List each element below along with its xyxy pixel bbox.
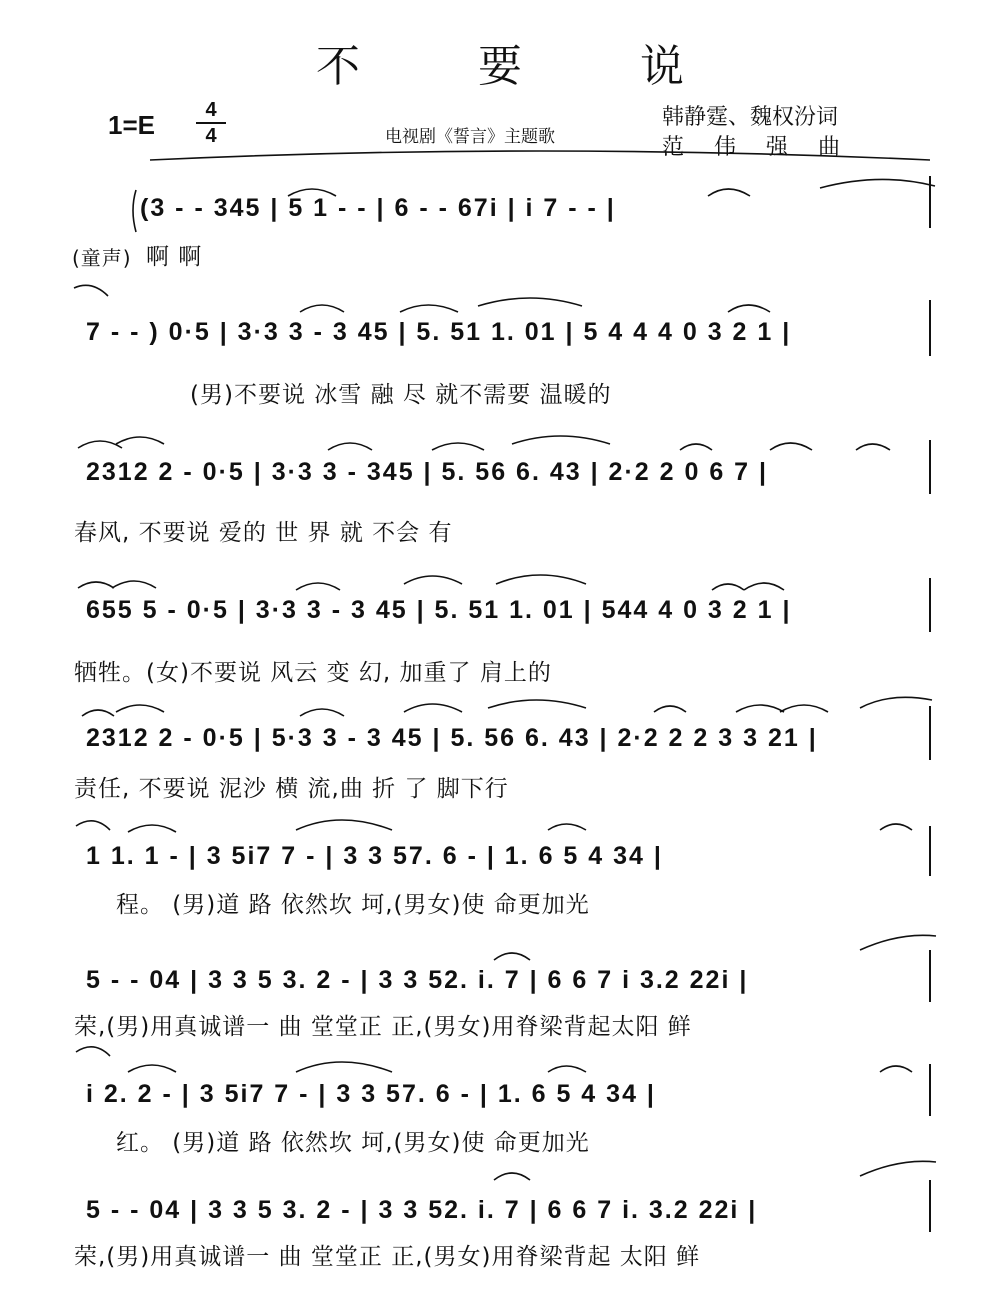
triplet-slur [400,305,458,312]
tie-slur [116,705,164,712]
tie-slur [860,697,932,708]
triplet-slur [404,704,462,712]
tie-slur [680,444,712,450]
tie-slur [654,706,686,712]
score-system-7-lyrics: 荣,(男)用真诚谱一 曲 堂堂正 正,(男女)用脊梁背起太阳 鲜 [74,1014,692,1040]
score-system-1-music: (3 - - 345 | 5 1 - - | 6 - - 67i | i 7 - - | [140,194,616,222]
score-system-4-music: 655 5 - 0·5 | 3·3 3 - 3 45 | 5. 51 1. 01 | 544 4 0 3 2 1 | [86,596,792,624]
tie-slur [112,581,156,588]
tie-slur [820,179,935,188]
tie-slur [128,1065,176,1072]
song-title: 不 要 说 [316,41,736,92]
time-signature-bottom: 4 [205,125,217,147]
score-system-1-marking: (童声) [72,246,132,270]
tie-slur [328,443,372,450]
tie-slur [512,436,610,444]
score-system-5-lyrics: 责任, 不要说 泥沙 横 流,曲 折 了 脚下行 [74,776,509,802]
score-system-2-lyrics: (男)不要说 冰雪 融 尽 就不需要 温暖的 [190,382,612,408]
tie-slur [478,298,582,306]
triplet-slur [432,443,484,450]
score-system-1-lyrics: 啊 啊 [146,244,203,270]
tie-slur [494,953,530,960]
tie-slur [300,709,344,716]
system-1-bracket [133,190,136,232]
key-signature: 1=E [108,110,155,140]
tie-slur [128,825,176,832]
triplet-slur [404,576,462,584]
score-system-9-music: 5 - - 04 | 3 3 5 3. 2 - | 3 3 52. i. 7 | 6 6 7 i. 3.2 22i | [86,1196,758,1224]
tie-slur [296,583,340,590]
tie-slur [76,821,110,830]
score-system-8-music: i 2. 2 - | 3 5i7 7 - | 3 3 57. 6 - | 1. 6 5 4 34 | [86,1080,656,1108]
time-signature-top: 4 [205,99,217,121]
score-system-3-lyrics: 春风, 不要说 爱的 世 界 就 不会 有 [74,520,453,546]
time-signature-divider [196,122,226,124]
composer-credit: 范伟强曲 [662,135,871,160]
score-system-6-music: 1 1. 1 - | 3 5i7 7 - | 3 3 57. 6 - | 1. 6 5 4 34 | [86,842,663,870]
tie-slur [548,824,586,830]
score-system-7-music: 5 - - 04 | 3 3 5 3. 2 - | 3 3 52. i. 7 | 6 6 7 i 3.2 22i | [86,966,749,994]
tie-slur [860,935,936,950]
tie-slur [728,305,770,312]
time-signature [196,100,226,146]
score-system-9-lyrics: 荣,(男)用真诚谱一 曲 堂堂正 正,(男女)用脊梁背起 太阳 鲜 [74,1244,701,1270]
tie-slur [296,1062,392,1072]
tie-slur [712,584,744,590]
tie-slur [78,582,114,588]
tie-slur [494,1173,530,1180]
score-system-4-lyrics: 牺牲。(女)不要说 风云 变 幻, 加重了 肩上的 [74,660,552,686]
score-system-3-music: 2312 2 - 0·5 | 3·3 3 - 345 | 5. 56 6. 43 | 2·2 2 0 6 7 | [86,458,769,486]
score-system-5-music: 2312 2 - 0·5 | 5·3 3 - 3 45 | 5. 56 6. 43 | 2·2 2 2 3 3 21 | [86,724,818,752]
tie-slur [770,443,812,450]
tie-slur [78,441,122,448]
tie-slur [744,583,784,590]
tie-slur [300,305,344,312]
tie-slur [296,820,392,830]
tie-slur [880,1066,912,1072]
tie-slur [488,700,586,708]
tie-slur [548,1066,586,1072]
tie-slur [82,710,114,716]
score-system-2-music: 7 - - ) 0·5 | 3·3 3 - 3 45 | 5. 51 1. 01 | 5 4 4 4 0 3 2 1 | [86,318,792,346]
tie-slur [860,1161,936,1176]
score-system-8-lyrics: 红。 (男)道 路 依然坎 坷,(男女)使 命更加光 [116,1130,590,1156]
tie-slur [856,444,890,450]
lyricist-credit: 韩静霆、魏权汾词 [662,105,839,130]
tie-slur [116,437,164,444]
tie-slur [496,575,586,584]
tie-slur [780,705,828,712]
tie-slur [76,1047,110,1056]
tie-slur [74,285,108,296]
score-system-6-lyrics: 程。 (男)道 路 依然坎 坷,(男女)使 命更加光 [116,892,590,918]
tie-slur [736,705,784,712]
subtitle: 电视剧《誓言》主题歌 [385,127,555,147]
tie-slur [880,824,912,830]
